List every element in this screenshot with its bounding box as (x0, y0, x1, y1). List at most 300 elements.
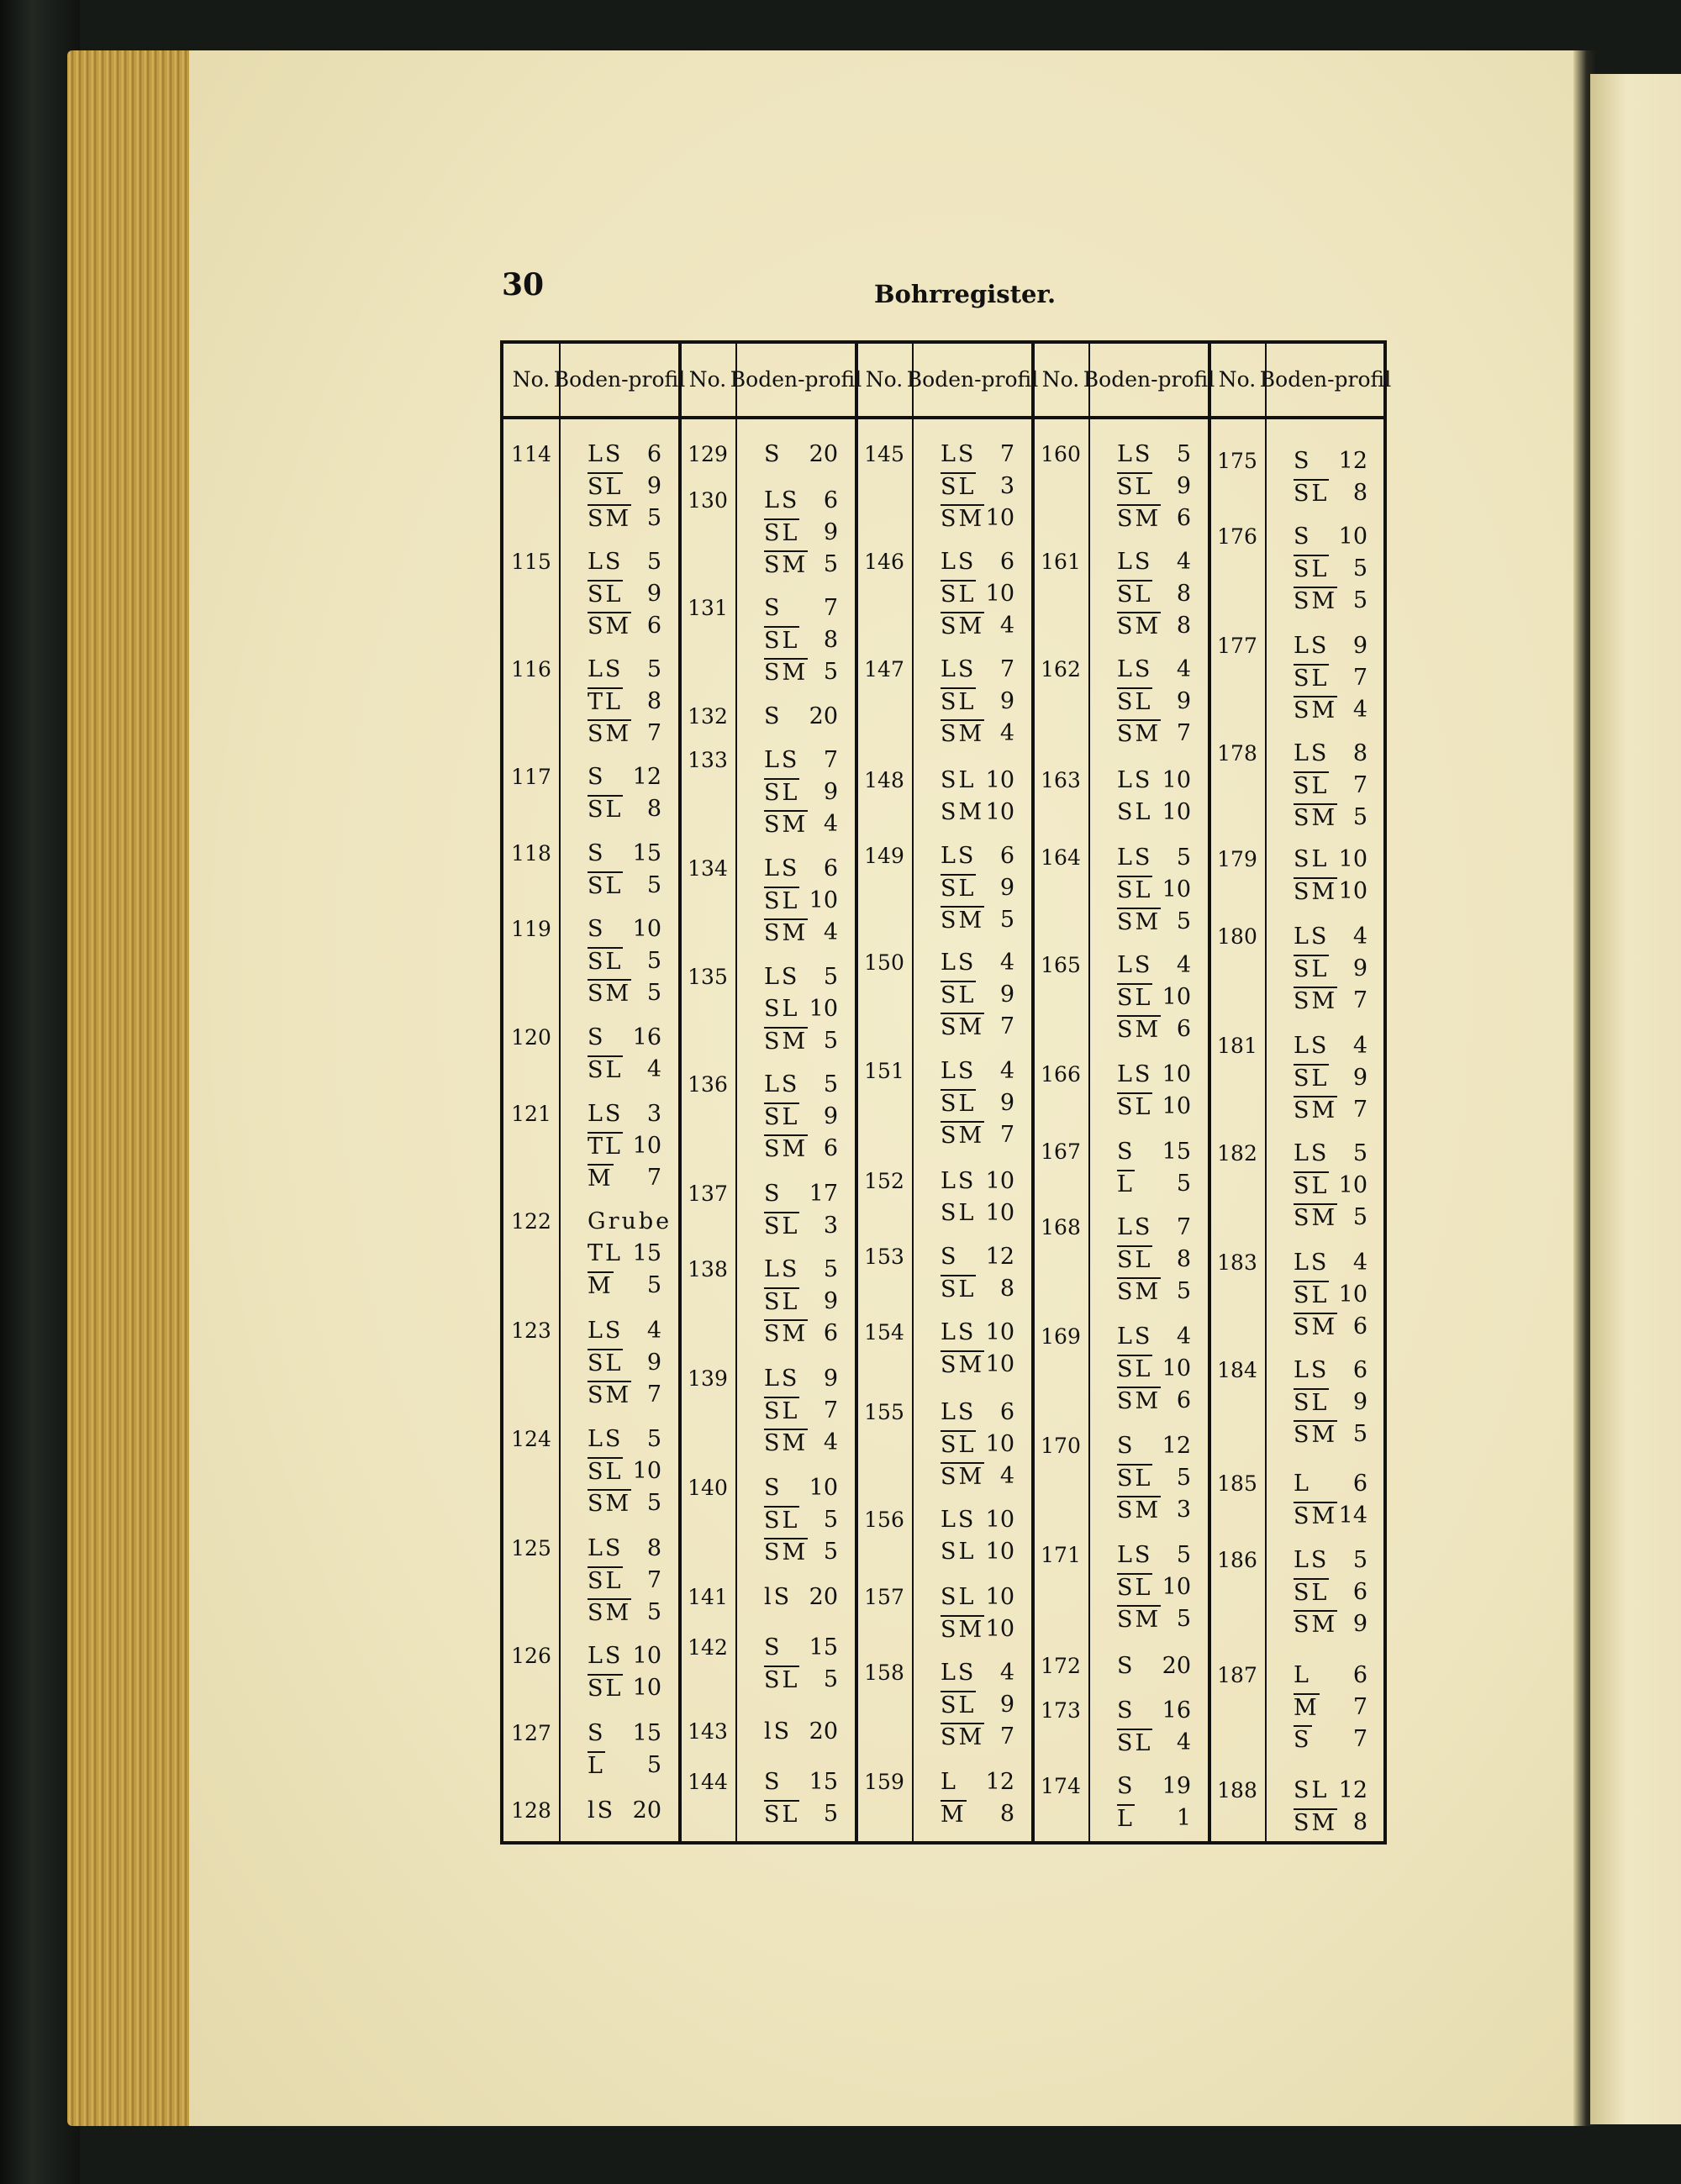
bore-number: 134 (688, 856, 728, 881)
layer-thickness: 10 (632, 916, 661, 942)
soil-code: L (588, 1753, 605, 1779)
soil-code: LS (1117, 767, 1153, 793)
soil-layer (1278, 955, 1371, 987)
soil-code: SL (941, 1539, 977, 1565)
layer-thickness: 5 (823, 964, 838, 990)
header-bodenprofil (906, 344, 1039, 416)
soil-code: SL (941, 876, 977, 902)
soil-layer (1278, 1546, 1371, 1578)
bore-number: 177 (1217, 634, 1257, 658)
soil-layer (925, 981, 1018, 1013)
layer-thickness: 15 (632, 1720, 661, 1746)
soil-layer (749, 1429, 841, 1460)
layer-thickness: 1 (1176, 1805, 1191, 1831)
soil-code: LS (764, 747, 800, 773)
layer-thickness: 7 (646, 1381, 661, 1408)
soil-code: LS (941, 1660, 977, 1686)
soil-layer (1278, 1610, 1371, 1642)
header-no: No. (512, 367, 551, 392)
soil-code: S (1294, 448, 1312, 474)
layer-thickness: 20 (809, 1584, 838, 1610)
bore-number: 163 (1041, 768, 1081, 792)
layer-thickness: 5 (1176, 1465, 1191, 1491)
soil-layer (1102, 1170, 1194, 1202)
soil-code: S (588, 916, 606, 942)
soil-code: LS (1117, 1214, 1153, 1240)
layer-thickness: 15 (1162, 1139, 1191, 1165)
layer-thickness: 4 (999, 1463, 1014, 1489)
soil-layer (1102, 1432, 1194, 1464)
soil-layer (572, 1425, 665, 1457)
layer-thickness: 9 (823, 519, 838, 545)
soil-layer (749, 1212, 841, 1244)
soil-code: LS (941, 656, 977, 682)
soil-code: TL (588, 689, 623, 715)
soil-code: LS (941, 549, 977, 575)
soil-code: SM (1294, 1205, 1338, 1231)
soil-code: SL (1294, 1390, 1330, 1416)
bore-number: 165 (1041, 953, 1081, 977)
soil-code: SM (1117, 721, 1162, 747)
layer-thickness: 5 (1176, 845, 1191, 871)
bore-number: 124 (511, 1427, 551, 1451)
soil-code: LS (1294, 924, 1330, 950)
header-bodenprofil-line: Boden- (730, 367, 805, 392)
layer-thickness: 4 (823, 811, 838, 837)
soil-code: S (588, 1720, 606, 1746)
soil-layer (1278, 1139, 1371, 1171)
soil-code: LS (764, 855, 800, 881)
soil-layer (925, 1583, 1018, 1615)
bore-number: 187 (1217, 1663, 1257, 1687)
soil-layer (1102, 612, 1194, 644)
soil-layer (1278, 771, 1371, 803)
soil-code: SM (941, 1617, 985, 1643)
layer-thickness: 9 (823, 1288, 838, 1314)
soil-code: SM (941, 1352, 985, 1378)
soil-layer (1278, 523, 1371, 555)
soil-code: S (1294, 524, 1312, 550)
soil-layer (1102, 1804, 1194, 1836)
soil-code: LS (1117, 1061, 1153, 1087)
layer-thickness: 6 (1176, 1387, 1191, 1413)
layer-thickness: 10 (985, 505, 1014, 531)
soil-code: LS (1117, 952, 1153, 978)
layer-thickness: 6 (823, 855, 838, 881)
soil-code: SL (1294, 1777, 1330, 1803)
soil-code: LS (764, 964, 800, 990)
bore-number: 143 (688, 1719, 728, 1744)
soil-code: SM (764, 1430, 809, 1456)
header-bodenprofil-line: profil (804, 367, 862, 392)
layer-thickness: 7 (1352, 772, 1367, 798)
soil-code: SL (588, 1568, 624, 1594)
soil-layer (1102, 1729, 1194, 1760)
layer-thickness: 6 (646, 613, 661, 639)
bore-number: 180 (1217, 924, 1257, 949)
soil-code: M (941, 1802, 967, 1828)
bore-number: 157 (864, 1585, 904, 1609)
soil-layer (925, 1318, 1018, 1350)
soil-code: L (1294, 1471, 1311, 1497)
bore-number: 171 (1041, 1543, 1081, 1567)
soil-layer (572, 687, 665, 719)
layer-thickness: 10 (985, 1168, 1014, 1194)
layer-thickness: 5 (1352, 1547, 1367, 1573)
bore-number: 158 (864, 1660, 904, 1685)
soil-code: LS (1117, 656, 1153, 682)
layer-thickness: 4 (999, 613, 1014, 639)
soil-code: SM (941, 1123, 985, 1149)
soil-code: LS (1117, 845, 1153, 871)
bore-number: 167 (1041, 1139, 1081, 1164)
soil-layer (749, 1768, 841, 1800)
layer-thickness: 9 (999, 981, 1014, 1008)
soil-code: SL (941, 767, 977, 793)
soil-layer (572, 548, 665, 580)
column-rule (559, 344, 561, 1841)
header-bodenprofil-line: profil (1157, 367, 1215, 392)
soil-code: SM (588, 981, 632, 1007)
layer-thickness: 10 (985, 1539, 1014, 1565)
soil-layer (925, 874, 1018, 906)
soil-code: LS (941, 1058, 977, 1084)
soil-layer (572, 1598, 665, 1630)
soil-layer (1102, 548, 1194, 580)
soil-code: LS (588, 1318, 624, 1344)
layer-thickness: 10 (985, 581, 1014, 607)
soil-layer (925, 472, 1018, 504)
bore-number: 133 (688, 748, 728, 772)
soil-layer (1278, 1096, 1371, 1128)
soil-layer (749, 1071, 841, 1103)
layer-thickness: 10 (1162, 876, 1191, 903)
soil-code: SL (941, 1584, 977, 1610)
layer-thickness: 5 (646, 1599, 661, 1625)
bore-number: 117 (511, 765, 551, 789)
soil-layer (1278, 1281, 1371, 1313)
soil-code: SL (1117, 799, 1153, 825)
layer-thickness: 20 (632, 1797, 661, 1824)
soil-code: SL (1117, 1094, 1153, 1120)
layer-thickness: 10 (1338, 1281, 1367, 1308)
layer-thickness: 12 (1162, 1433, 1191, 1459)
soil-code: SM (764, 660, 809, 686)
bore-number: 182 (1217, 1141, 1257, 1166)
soil-code: SL (1117, 689, 1153, 715)
layer-thickness: 10 (985, 799, 1014, 825)
soil-layer (1278, 1808, 1371, 1840)
header-bodenprofil (553, 344, 686, 416)
soil-code: SL (1294, 773, 1330, 799)
soil-code: LS (1294, 1033, 1330, 1059)
soil-code: LS (941, 1507, 977, 1533)
soil-code: TL (588, 1134, 623, 1160)
soil-code: LS (1294, 1547, 1330, 1573)
layer-thickness: 5 (646, 1752, 661, 1778)
soil-code: M (1294, 1695, 1320, 1721)
layer-thickness: 9 (823, 1103, 838, 1129)
soil-layer (1278, 632, 1371, 664)
layer-thickness: 5 (1352, 1421, 1367, 1447)
soil-layer (749, 1506, 841, 1538)
layer-thickness: 9 (1352, 633, 1367, 659)
soil-code: S (588, 764, 606, 790)
soil-code: SL (1294, 666, 1330, 692)
bore-number: 160 (1041, 442, 1081, 466)
soil-layer (749, 1255, 841, 1287)
soil-layer (749, 810, 841, 842)
soil-layer (572, 1751, 665, 1783)
soil-layer (1278, 1725, 1371, 1757)
header-no: No. (865, 367, 904, 392)
soil-layer (1278, 1578, 1371, 1610)
soil-layer (925, 1199, 1018, 1231)
layer-thickness: 10 (985, 1319, 1014, 1345)
soil-layer (749, 995, 841, 1027)
bore-number: 135 (688, 965, 728, 989)
bore-number: 150 (864, 950, 904, 975)
layer-thickness: 4 (999, 950, 1014, 976)
layer-thickness: 16 (1162, 1697, 1191, 1724)
soil-layer (572, 979, 665, 1011)
soil-code: Grube (588, 1208, 672, 1234)
layer-thickness: 20 (809, 703, 838, 729)
soil-layer (749, 658, 841, 690)
soil-layer (1278, 1693, 1371, 1725)
layer-thickness: 5 (1352, 555, 1367, 582)
soil-code: SM (1294, 1422, 1338, 1448)
soil-code: SL (588, 1459, 624, 1485)
layer-thickness: 5 (823, 1539, 838, 1565)
layer-thickness: 8 (646, 688, 661, 714)
soil-layer (1278, 1032, 1371, 1064)
soil-layer (749, 1800, 841, 1832)
soil-code: lS (764, 1718, 793, 1745)
soil-layer (572, 1719, 665, 1751)
soil-code: SL (764, 780, 800, 806)
group-rule (1208, 344, 1211, 1841)
soil-layer (925, 1538, 1018, 1570)
soil-code: SM (1117, 613, 1162, 639)
soil-code: S (1117, 1433, 1136, 1459)
layer-thickness: 7 (999, 1122, 1014, 1148)
layer-thickness: 5 (823, 1071, 838, 1097)
soil-code: S (764, 1181, 783, 1207)
layer-thickness: 8 (1352, 740, 1367, 766)
layer-thickness: 5 (646, 948, 661, 974)
layer-thickness: 4 (999, 720, 1014, 746)
column-rule (1265, 344, 1267, 1841)
bore-number: 114 (511, 442, 551, 466)
layer-thickness: 9 (823, 1366, 838, 1392)
layer-thickness: 6 (1352, 1313, 1367, 1339)
bore-number: 152 (864, 1169, 904, 1193)
soil-layer (572, 1489, 665, 1521)
soil-layer (1102, 766, 1194, 798)
soil-code: SL (588, 474, 624, 500)
soil-code: S (764, 1769, 783, 1795)
soil-code: SL (588, 1350, 624, 1376)
header-bodenprofil (1259, 344, 1392, 416)
layer-thickness: 16 (632, 1024, 661, 1050)
soil-code: SM (1294, 588, 1338, 614)
layer-thickness: 5 (823, 1801, 838, 1827)
soil-code: SL (1117, 985, 1153, 1011)
soil-layer (925, 842, 1018, 874)
soil-layer (1102, 1496, 1194, 1528)
soil-code: SL (764, 1667, 800, 1693)
soil-layer (925, 1089, 1018, 1121)
soil-code: S (1117, 1653, 1136, 1679)
bore-number: 141 (688, 1585, 728, 1609)
layer-thickness: 10 (1338, 878, 1367, 904)
soil-code: SM (1117, 1607, 1162, 1633)
soil-code: LS (588, 1643, 624, 1669)
layer-thickness: 4 (1176, 1324, 1191, 1350)
soil-code: SL (588, 1676, 624, 1702)
layer-thickness: 10 (632, 1643, 661, 1669)
soil-layer (1102, 1323, 1194, 1355)
soil-layer (1102, 1245, 1194, 1277)
layer-thickness: 7 (646, 1165, 661, 1191)
soil-layer (572, 1642, 665, 1674)
header-bodenprofil-line: profil (981, 367, 1039, 392)
soil-layer (572, 1534, 665, 1566)
soil-layer (749, 440, 841, 472)
layer-thickness: 10 (985, 1351, 1014, 1377)
layer-thickness: 5 (823, 1507, 838, 1533)
soil-code: SL (1117, 474, 1153, 500)
soil-layer (572, 1239, 665, 1271)
bore-number: 188 (1217, 1778, 1257, 1802)
layer-thickness: 7 (999, 656, 1014, 682)
soil-code: SM (588, 1600, 632, 1626)
bore-number: 125 (511, 1536, 551, 1560)
soil-code: S (1117, 1773, 1136, 1799)
bore-number: 184 (1217, 1358, 1257, 1382)
layer-thickness: 9 (646, 581, 661, 607)
soil-layer (572, 1055, 665, 1087)
soil-code: LS (1294, 1357, 1330, 1383)
soil-code: lS (588, 1797, 616, 1824)
layer-thickness: 5 (1176, 1278, 1191, 1304)
bore-number: 161 (1041, 550, 1081, 574)
layer-thickness: 5 (823, 1028, 838, 1054)
bore-number: 176 (1217, 524, 1257, 549)
layer-thickness: 9 (999, 1692, 1014, 1718)
layer-thickness: 5 (823, 551, 838, 577)
soil-layer (1102, 1573, 1194, 1605)
soil-layer (1102, 983, 1194, 1015)
soil-layer (572, 1271, 665, 1303)
soil-code: SL (764, 1104, 800, 1130)
bore-number: 140 (688, 1476, 728, 1500)
soil-layer (1102, 1015, 1194, 1047)
soil-layer (1102, 1697, 1194, 1729)
soil-layer (925, 1723, 1018, 1755)
soil-layer (925, 504, 1018, 536)
layer-thickness: 9 (646, 473, 661, 499)
soil-layer (749, 703, 841, 734)
soil-code: SL (588, 873, 624, 899)
layer-thickness: 5 (646, 656, 661, 682)
soil-code: SM (1294, 988, 1338, 1014)
soil-layer (1278, 664, 1371, 696)
soil-layer (749, 1538, 841, 1570)
soil-layer (925, 1167, 1018, 1199)
bore-number: 154 (864, 1320, 904, 1345)
soil-layer (1278, 1203, 1371, 1235)
soil-layer (572, 1100, 665, 1132)
soil-code: L (1117, 1171, 1135, 1197)
layer-thickness: 6 (1352, 1357, 1367, 1383)
soil-code: SL (941, 982, 977, 1008)
soil-code: LS (1294, 1140, 1330, 1166)
soil-layer (572, 839, 665, 871)
soil-code: SM (941, 799, 985, 825)
bore-number: 132 (688, 704, 728, 729)
layer-thickness: 4 (999, 1660, 1014, 1686)
soil-layer (749, 918, 841, 950)
soil-code: LS (1117, 1324, 1153, 1350)
layer-thickness: 3 (1176, 1497, 1191, 1523)
bore-number: 126 (511, 1644, 551, 1668)
soil-layer (925, 1350, 1018, 1382)
soil-code: SL (1117, 877, 1153, 903)
bore-number: 118 (511, 841, 551, 866)
layer-thickness: 6 (823, 1135, 838, 1161)
bore-number: 183 (1217, 1250, 1257, 1275)
soil-code: SL (588, 797, 624, 823)
soil-code: SL (1117, 582, 1153, 608)
soil-layer (925, 1057, 1018, 1089)
soil-layer (749, 855, 841, 887)
soil-code: S (1117, 1697, 1136, 1724)
header-no: No. (1218, 367, 1257, 392)
header-bodenprofil-line: profil (628, 367, 686, 392)
bore-number: 155 (864, 1400, 904, 1424)
bore-number: 168 (1041, 1215, 1081, 1239)
layer-thickness: 5 (1176, 1542, 1191, 1568)
soil-code: SM (1294, 697, 1338, 724)
soil-code: SM (764, 1321, 809, 1347)
layer-thickness: 5 (1176, 441, 1191, 467)
bore-number: 138 (688, 1257, 728, 1281)
layer-thickness: 10 (985, 767, 1014, 793)
header-no: No. (688, 367, 727, 392)
soil-layer (1278, 479, 1371, 511)
soil-code: SM (1117, 506, 1162, 532)
layer-thickness: 10 (1338, 1172, 1367, 1198)
layer-thickness: 8 (999, 1276, 1014, 1302)
layer-thickness: 7 (999, 441, 1014, 467)
layer-thickness: 10 (985, 1431, 1014, 1457)
layer-thickness: 6 (999, 843, 1014, 869)
layer-thickness: 10 (632, 1458, 661, 1484)
layer-thickness: 3 (823, 1213, 838, 1239)
bore-number: 116 (511, 657, 551, 682)
layer-thickness: 7 (1352, 987, 1367, 1013)
header-bodenprofil-line: Boden- (906, 367, 982, 392)
soil-layer (749, 1103, 841, 1134)
soil-layer (925, 1768, 1018, 1800)
layer-thickness: 4 (646, 1056, 661, 1082)
bore-number: 127 (511, 1721, 551, 1745)
soil-code: LS (1294, 740, 1330, 766)
soil-layer (1102, 1060, 1194, 1092)
soil-layer (925, 612, 1018, 644)
